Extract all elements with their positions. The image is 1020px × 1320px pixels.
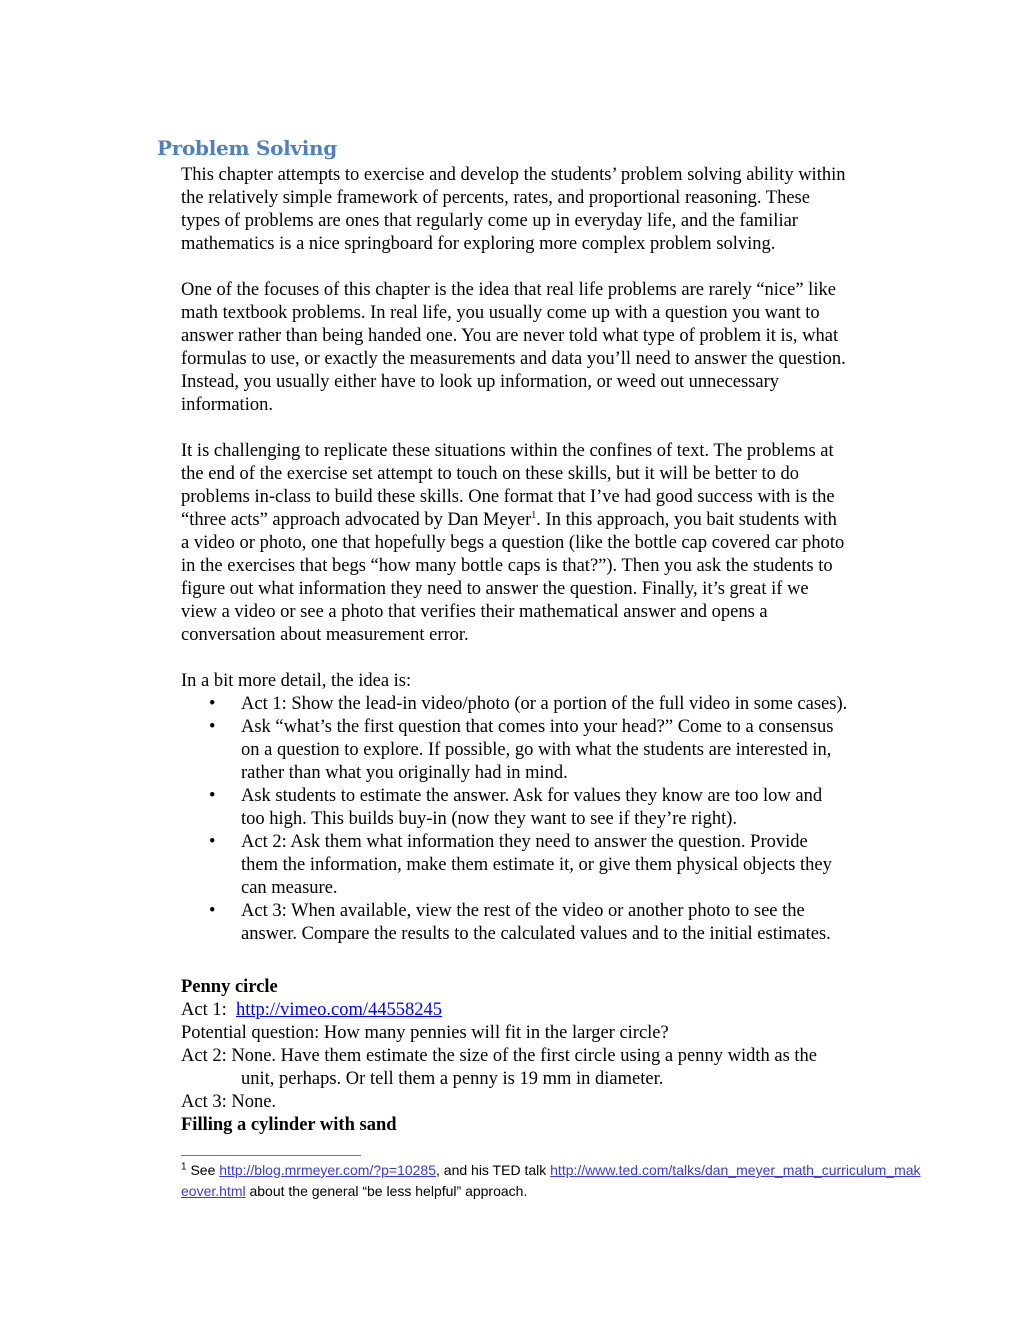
penny-act2: Act 2: None. Have them estimate the size of the first circle using a penny width as the unit, perhaps. Or tell them a penny is 19 mm in diameter. [181,1046,818,1089]
list-item [181,785,901,831]
blog-link[interactable]: http://blog.mrmeyer.com/?p=10285 [219,1162,436,1178]
para3-text-before: It is challenging to replicate these situations within the confines of text. The problems at the end of the exercise set attempt to touch on these skills, but it will be better to do problems in-class to build these skills. One format that I’ve had good success with is the “three acts” approach advocated by Dan Meyer [181,441,835,530]
section-title-penny-circle: Penny circle [181,977,278,997]
footnote-text: See [186,1162,220,1178]
act1-label: Act 1: [181,1000,236,1020]
section-title-filling-cylinder: Filling a cylinder with sand [181,1115,397,1135]
page-title: Problem Solving [157,136,337,160]
footnote-text: about the general “be less helpful” approach. [245,1183,528,1199]
penny-circle-section [181,976,911,1137]
footnote-number: 1 [181,1161,187,1173]
penny-question: Potential question: How many pennies will fit in the larger circle? [181,1023,669,1043]
bullet-icon: • [209,786,216,806]
penny-act1 [181,999,911,1022]
acts-bullet-list [181,693,901,946]
bullet-icon: • [209,832,216,852]
list-item-text: Act 2: Ask them what information they need to answer the question. Provide them the information, make them estimate it, or give them physical objects they can measure. [241,832,832,898]
bullet-icon: • [209,901,216,921]
footnote-text: , and his TED talk [436,1162,551,1178]
list-item-text: Ask students to estimate the answer. Ask for values they know are too low and too high. This builds buy-in (now they want to see if they’re right). [241,786,823,829]
list-item [181,831,901,900]
list-item-text: Ask “what’s the first question that comes into your head?” Come to a consensus on a question to explore. If possible, go with what the students are interested in, rather than what you originally had in mind. [241,717,834,783]
bullet-icon: • [209,717,216,737]
ted-talk-link[interactable]: http://www.ted.com/talks/dan_meyer_math_curriculum_makeover.html [181,1162,921,1199]
footnote-reference[interactable]: 1 [531,509,537,521]
bullet-icon: • [209,694,216,714]
detail-intro: In a bit more detail, the idea is: [181,671,412,691]
list-item [181,716,901,785]
paragraph-three-acts [181,440,844,647]
footnote [181,1160,921,1202]
list-item-text: Act 3: When available, view the rest of the video or another photo to see the answer. Compare the results to the calculated values and to the initial estimates. [241,901,831,944]
paragraph-real-life: One of the focuses of this chapter is the idea that real life problems are rarely “nice” like math textbook problems. In real life, you usually come up with a question you want to answer rather than being handed one. You are never told what type of problem it is, what formulas to use, or exactly the measurements and data you’ll need to answer the question. Instead, you usually either have to look up information, or weed out unnecessary information. [181,280,846,415]
footnote-separator [181,1155,361,1156]
penny-act3: Act 3: None. [181,1092,277,1112]
list-item [181,693,901,716]
list-item [181,900,901,946]
paragraph-intro: This chapter attempts to exercise and develop the students’ problem solving ability within the relatively simple framework of percents, rates, and proportional reasoning. These types of problems are ones that regularly come up in everyday life, and the familiar mathematics is a nice springboard for exploring more complex problem solving. [181,165,846,254]
list-item-text: Act 1: Show the lead-in video/photo (or a portion of the full video in some cases). [241,694,848,714]
vimeo-link[interactable]: http://vimeo.com/44558245 [235,1000,443,1020]
para3-text-after: . In this approach, you bait students with a video or photo, one that hopefully begs a question (like the bottle cap covered car photo in the exercises that begs “how many bottle caps is that?”). Then you ask the students to figure out what information they need to answer the question. Finally, it’s great if we view a video or see a photo that verifies their mathematical answer and opens a conversation about measurement error. [181,510,845,645]
